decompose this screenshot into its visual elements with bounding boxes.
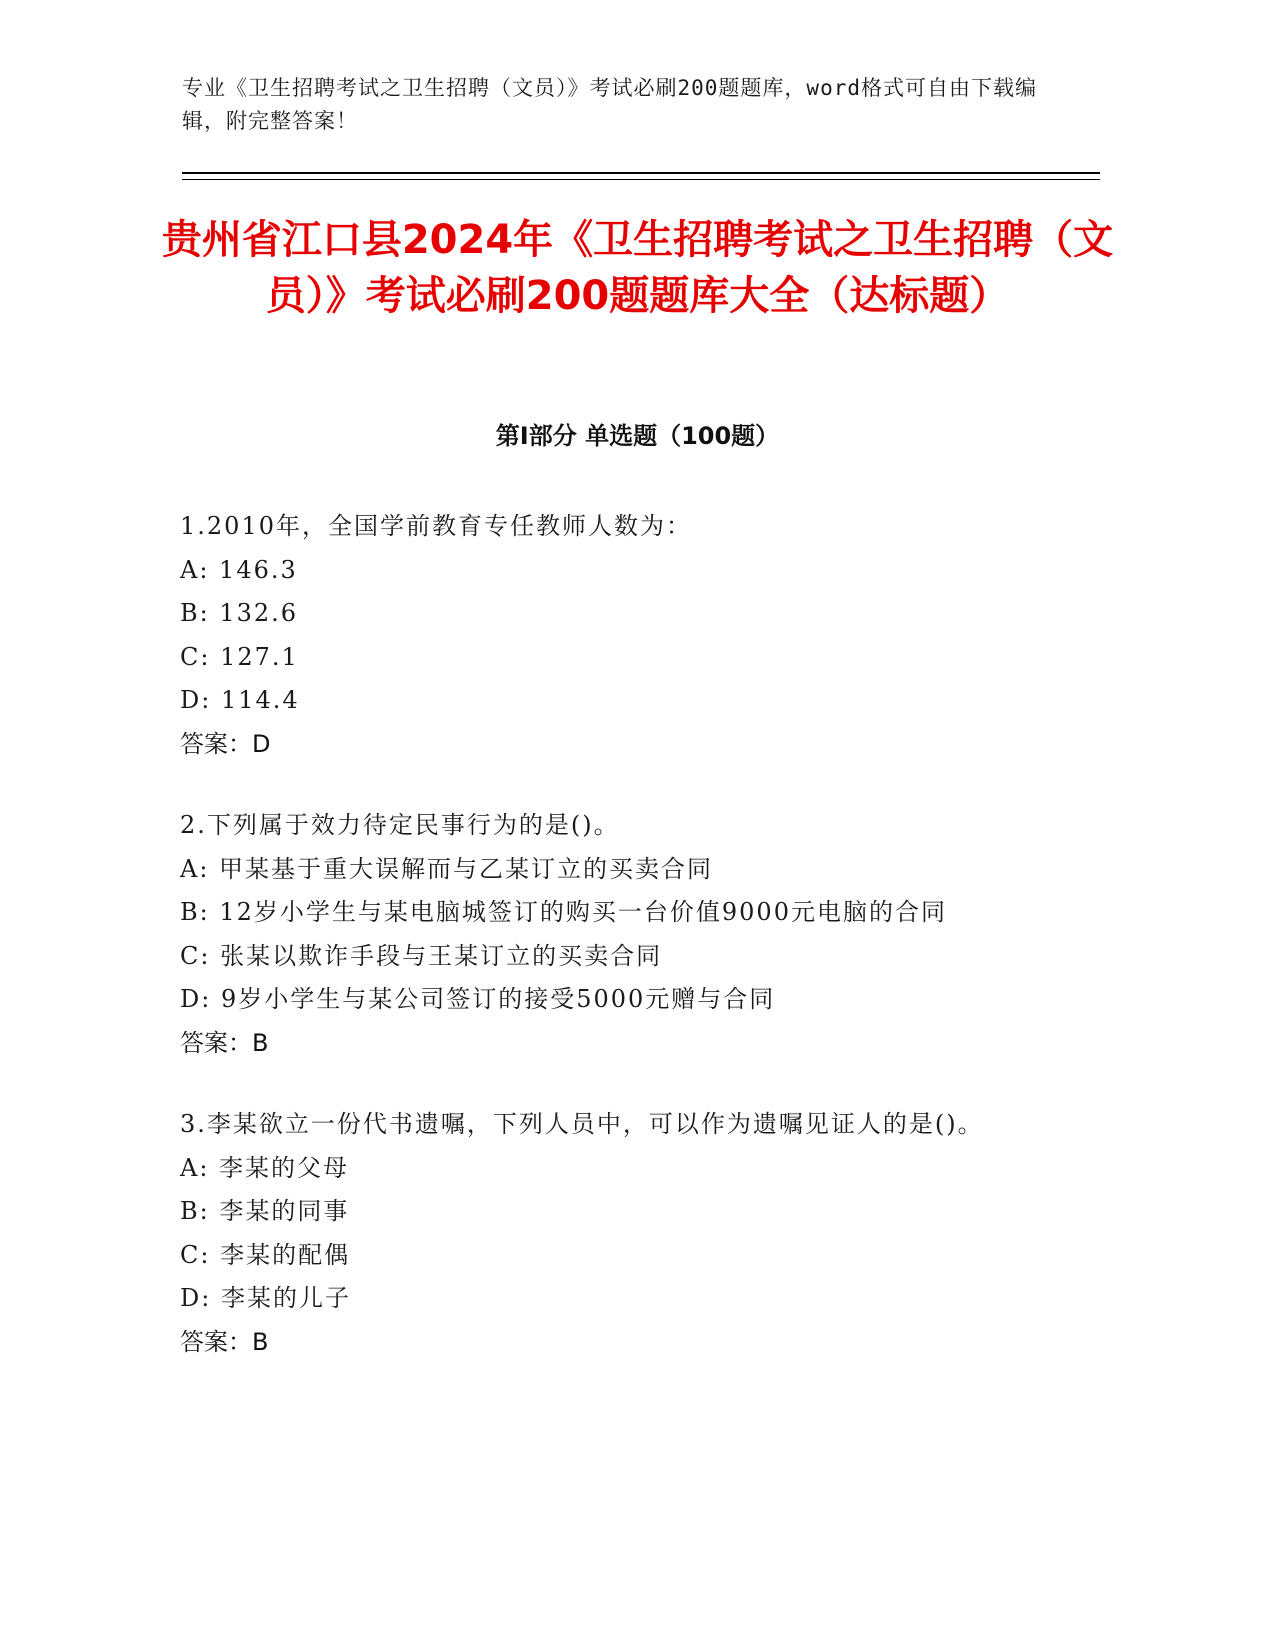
header-rule-thick	[182, 172, 1100, 174]
section-title: 第Ⅰ部分 单选题（100题）	[495, 422, 780, 450]
option-a: A: 李某的父母	[180, 1153, 350, 1182]
question-2	[180, 804, 1080, 1065]
document-title: 贵州省江口县2024年《卫生招聘考试之卫生招聘（文员）》考试必刷200题题库大全（达标题）	[161, 217, 1114, 319]
question-stem: 3.李某欲立一份代书遗嘱，下列人员中，可以作为遗嘱见证人的是()。	[180, 1110, 984, 1138]
option-a: A: 146.3	[180, 555, 298, 584]
answer: 答案：B	[180, 1028, 269, 1057]
question-stem: 2.下列属于效力待定民事行为的是()。	[180, 811, 620, 839]
option-c: C: 127.1	[180, 642, 299, 671]
option-d: D: 9岁小学生与某公司签订的接受5000元赠与合同	[180, 985, 776, 1013]
option-d: D: 114.4	[180, 686, 300, 714]
question-3	[180, 1103, 1080, 1364]
question-stem: 1.2010年，全国学前教育专任教师人数为：	[180, 512, 692, 540]
option-c: C: 张某以欺诈手段与王某订立的买卖合同	[180, 941, 663, 970]
option-b: B: 12岁小学生与某电脑城签订的购买一台价值9000元电脑的合同	[180, 898, 947, 926]
question-1	[180, 505, 1080, 766]
option-d: D: 李某的儿子	[180, 1284, 351, 1312]
option-c: C: 李某的配偶	[180, 1240, 351, 1269]
answer: 答案：D	[180, 729, 271, 758]
header-note: 专业《卫生招聘考试之卫生招聘（文员）》考试必刷200题题库，word格式可自由下载编辑，附完整答案！	[182, 76, 1037, 133]
option-b: B: 132.6	[180, 599, 299, 627]
answer: 答案：B	[180, 1327, 269, 1356]
option-a: A: 甲某基于重大误解而与乙某订立的买卖合同	[180, 854, 714, 883]
header-rule-thin	[182, 179, 1100, 180]
option-b: B: 李某的同事	[180, 1197, 350, 1225]
question-list	[180, 505, 1080, 1402]
